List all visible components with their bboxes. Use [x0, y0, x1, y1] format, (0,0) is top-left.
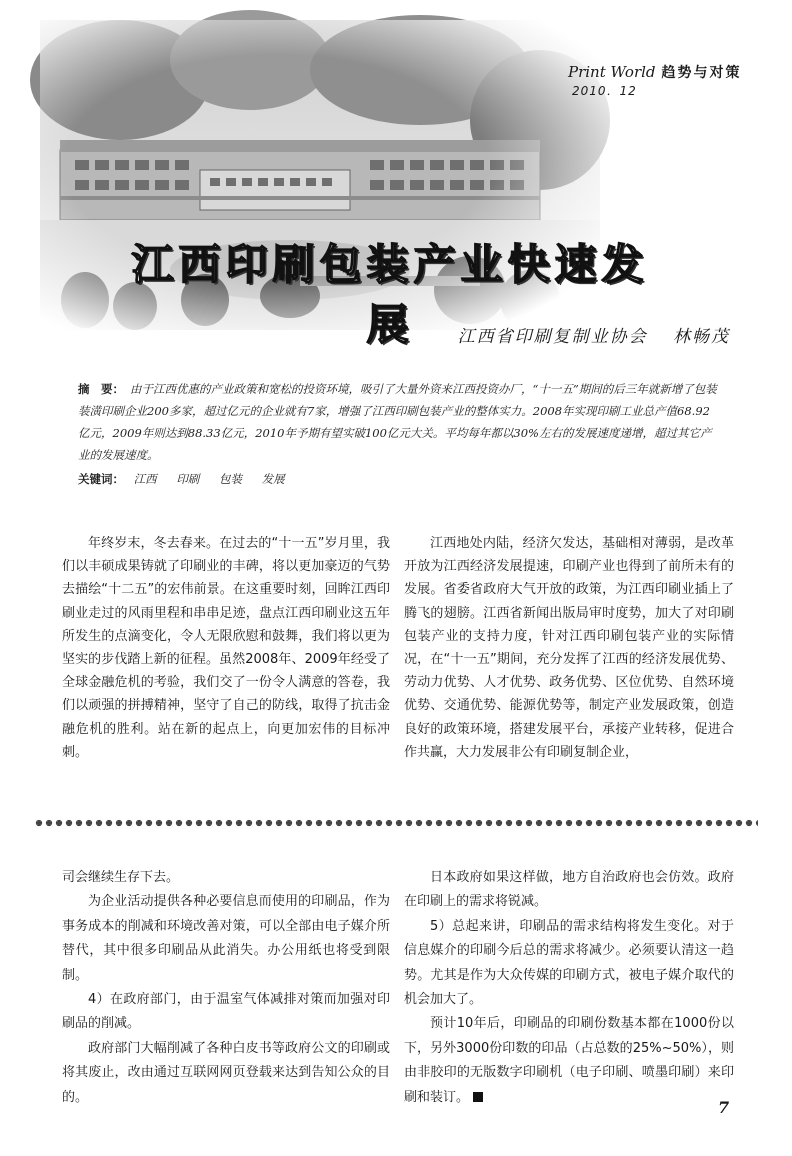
- body-paragraph: 司会继续生存下去。: [62, 870, 180, 885]
- byline: [458, 322, 730, 347]
- journal-brand: Print World: [568, 63, 656, 81]
- journal-masthead: [568, 62, 778, 99]
- keywords-row: [78, 468, 718, 490]
- body-column-right-top: [404, 532, 734, 764]
- body-paragraph: 为企业活动提供各种必要信息而使用的印刷品，作为事务成本的削减和环境改善对策，可以全部由电子媒介所替代，其中很多印刷品从此消失。办公用纸也将受到限制。: [62, 894, 390, 983]
- body-column-right-bottom: [404, 866, 734, 1110]
- keyword: 印刷: [176, 472, 200, 486]
- abstract-text-block: [78, 378, 718, 466]
- body-paragraph: 江西地处内陆，经济欠发达，基础相对薄弱，是改革开放为江西经济发展提速，印刷产业也得到了前所未有的发展。省委省政府大气开放的政策，为江西印刷业插上了腾飞的翅膀。江西省新闻出版局审时度势，加大了对印刷包装产业的支持力度，针对江西印刷包装产业的实际情况，在“十一五”期间，充分发挥了江西的经济发展优势、劳动力优势、人才优势、政务优势、区位优势、自然环境优势、交通优势、能源优势等，制定产业发展政策，创造良好的政策环境，搭建发展平台，承接产业转移，促进合作共赢，大力发展非公有印刷复制企业，: [404, 536, 734, 760]
- body-paragraph-text: 预计10年后，印刷品的印刷份数基本都在1000份以下，另外3000份印数的印品（占总数的25%~50%），则由非胶印的无版数字印刷机（电子印刷、喷墨印刷）来印刷和装订。: [404, 1016, 734, 1105]
- body-paragraph: 年终岁末，冬去春来。在过去的“十一五”岁月里，我们以丰硕成果铸就了印刷业的丰碑，将以更加豪迈的气势去描绘“十二五”的宏伟前景。在这重要时刻，回眸江西印刷业走过的风雨里程和串串足迹，盘点江西印刷业这五年所发生的点滴变化，令人无限欣慰和鼓舞，我们将以更为坚实的步伐踏上新的征程。虽然2008年、2009年经受了全球金融危机的考验，我们交了一份令人满意的答卷，我们以顽强的拼搏精神，坚守了自己的防线，取得了抗击金融危机的胜利。站在新的起点上，向更加宏伟的目标冲刺。: [62, 536, 390, 760]
- body-paragraph: 4）在政府部门，由于温室气体减排对策而加强对印刷品的削减。: [62, 992, 390, 1032]
- keywords-label: 关键词：: [78, 472, 124, 486]
- keyword: 包装: [218, 472, 242, 486]
- section-name: 趋势与对策: [661, 65, 742, 81]
- body-column-left-bottom: [62, 866, 390, 1110]
- issue-date: 2010．12: [572, 84, 637, 98]
- abstract-label: 摘 要：: [78, 382, 124, 396]
- body-paragraph: 政府部门大幅削减了各种白皮书等政府公文的印刷或将其废止，改由通过互联网网页登载来达到告知公众的目的。: [62, 1040, 390, 1105]
- abstract-text: 由于江西优惠的产业政策和宽松的投资环境，吸引了大量外资来江西投资办厂，“十一五”期间的后三年就新增了包装装潢印刷企业200多家，超过亿元的企业就有7家，增强了江西印刷包装产业的整体实力。2008年实现印刷工业总产值68.92亿元，2009年则达到88.33亿元，2010年予期有望实破100亿元大关。平均每年都以30%左右的发展速度递增，超过其它产业的发展速度。: [78, 382, 717, 462]
- article-title: 江西印刷包装产业快速发展: [131, 240, 649, 349]
- page-number: 7: [718, 1098, 730, 1117]
- author-organization: 江西省印刷复制业协会: [457, 327, 648, 347]
- author-name: 林畅茂: [673, 327, 730, 347]
- body-paragraph: 5）总起来讲，印刷品的需求结构将发生变化。对于信息媒介的印刷今后总的需求将减少。必须要认清这一趋势。尤其是作为大众传媒的印刷方式，被电子媒介取代的机会加大了。: [404, 918, 734, 1008]
- body-paragraph: [404, 1012, 734, 1110]
- section-divider: [34, 816, 758, 830]
- body-paragraph: 日本政府如果这样做，地方自治政府也会仿效。政府在印刷上的需求将锐减。: [404, 870, 734, 910]
- keyword: 江西: [133, 472, 157, 486]
- end-mark-icon: [473, 1092, 483, 1102]
- body-column-left-top: [62, 532, 390, 764]
- keyword: 发展: [261, 472, 285, 486]
- abstract-block: [78, 378, 718, 490]
